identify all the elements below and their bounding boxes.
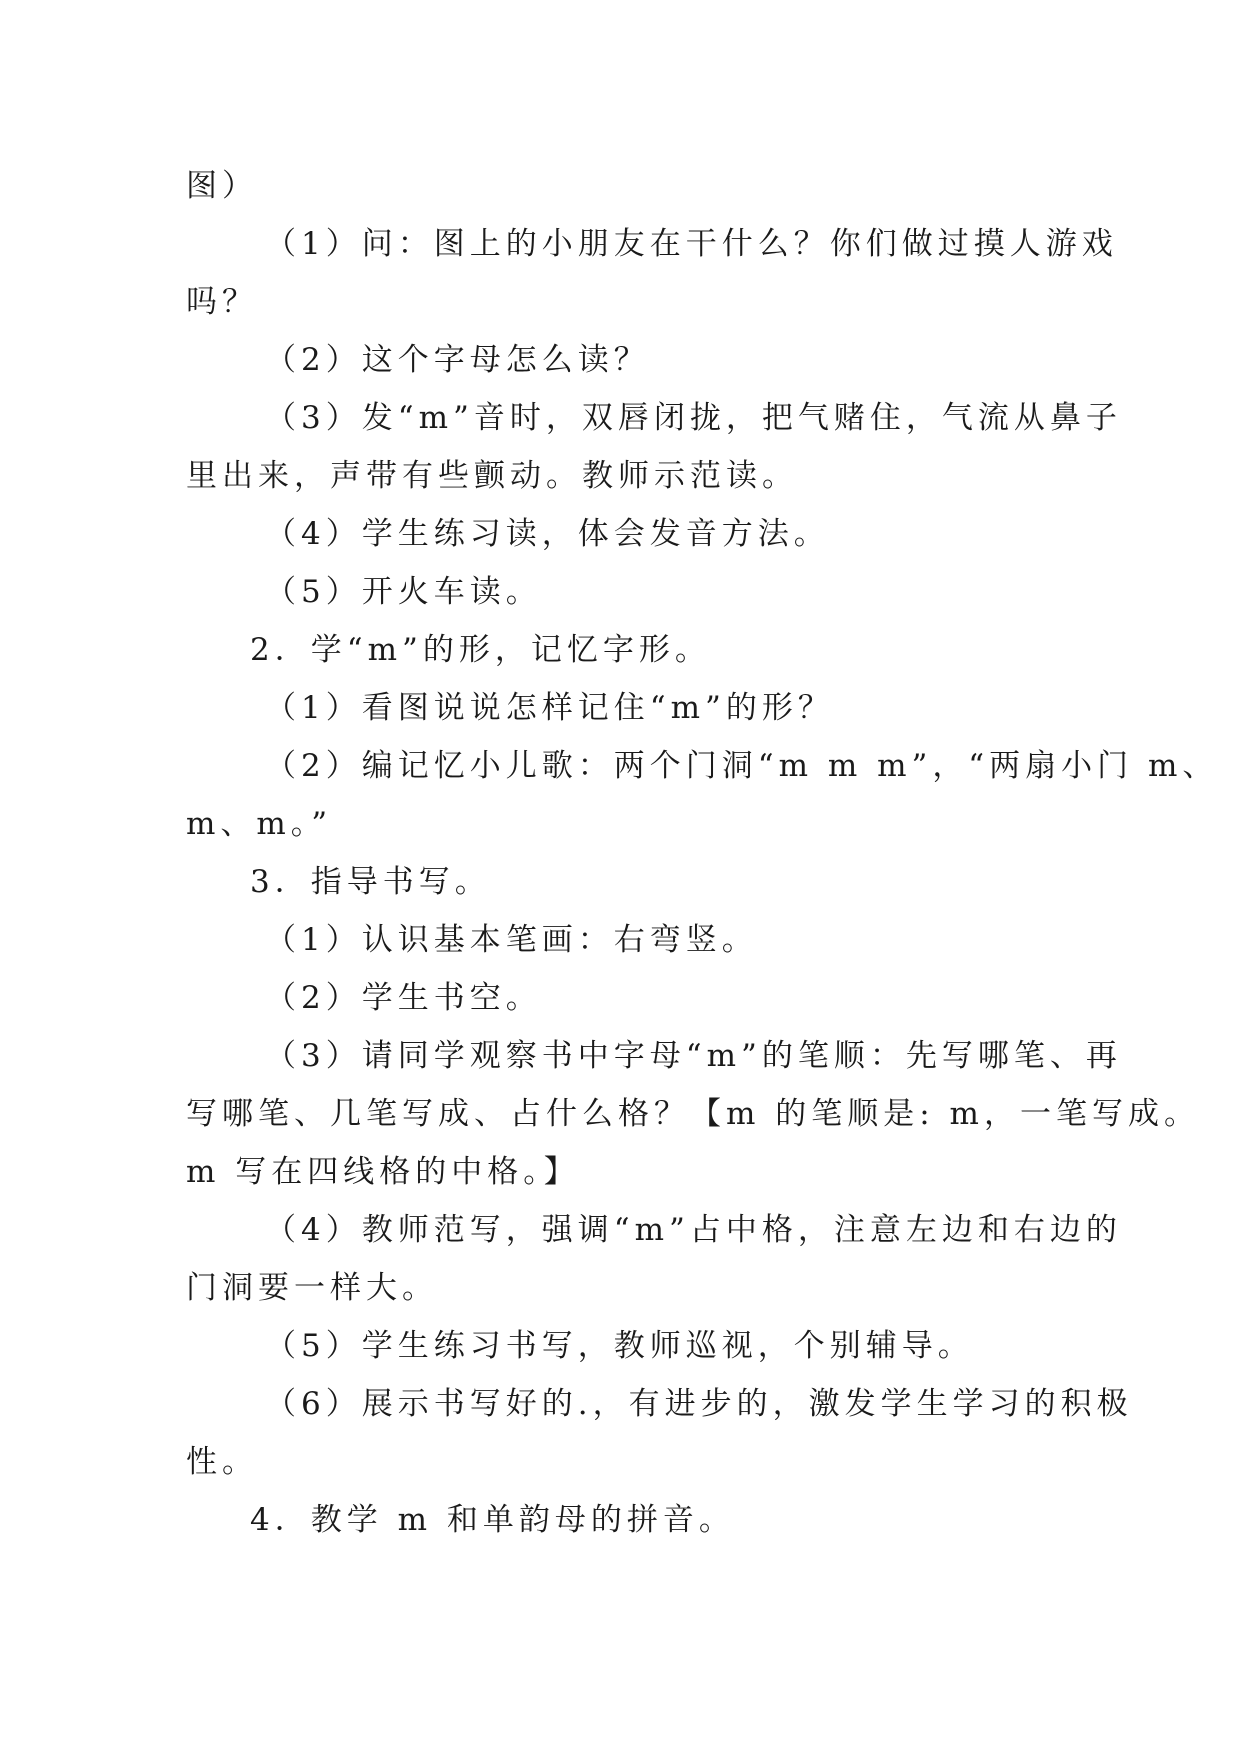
text-line: （1）看图说说怎样记住“m”的形？ [265, 690, 834, 726]
text-line: （1）问：图上的小朋友在干什么？你们做过摸人游戏 [265, 226, 1118, 262]
text-line: m、m。” [186, 806, 333, 842]
text-line: （5）开火车读。 [265, 574, 542, 610]
text-line: 吗？ [186, 284, 258, 320]
text-line: （3）发“m”音时，双唇闭拢，把气赌住，气流从鼻子 [265, 400, 1122, 436]
text-line: m 写在四线格的中格。】 [186, 1154, 580, 1190]
text-line: （2）学生书空。 [265, 980, 542, 1016]
text-line: （3）请同学观察书中字母“m”的笔顺：先写哪笔、再 [265, 1038, 1122, 1074]
text-line: 门洞要一样大。 [186, 1270, 438, 1306]
text-line: （6）展示书写好的.，有进步的，激发学生学习的积极 [265, 1386, 1133, 1422]
text-line: （4）学生练习读，体会发音方法。 [265, 516, 830, 552]
text-line: 2．学“m”的形，记忆字形。 [250, 632, 711, 668]
text-line: 性。 [186, 1444, 258, 1480]
text-line: 3．指导书写。 [250, 864, 491, 900]
text-line: （4）教师范写，强调“m”占中格，注意左边和右边的 [265, 1212, 1122, 1248]
text-line: 图） [186, 168, 258, 204]
text-line: 写哪笔、几笔写成、占什么格？【m 的笔顺是: m，一笔写成。 [186, 1096, 1200, 1132]
text-line: 里出来，声带有些颤动。教师示范读。 [186, 458, 798, 494]
text-line: （2）这个字母怎么读？ [265, 342, 650, 378]
text-line: （1）认识基本笔画：右弯竖。 [265, 922, 758, 958]
text-line: 4．教学 m 和单韵母的拼音。 [250, 1502, 735, 1538]
text-line: （5）学生练习书写，教师巡视，个别辅导。 [265, 1328, 974, 1364]
text-line: （2）编记忆小儿歌：两个门洞“m m m”，“两扇小门 m、 [265, 748, 1219, 784]
